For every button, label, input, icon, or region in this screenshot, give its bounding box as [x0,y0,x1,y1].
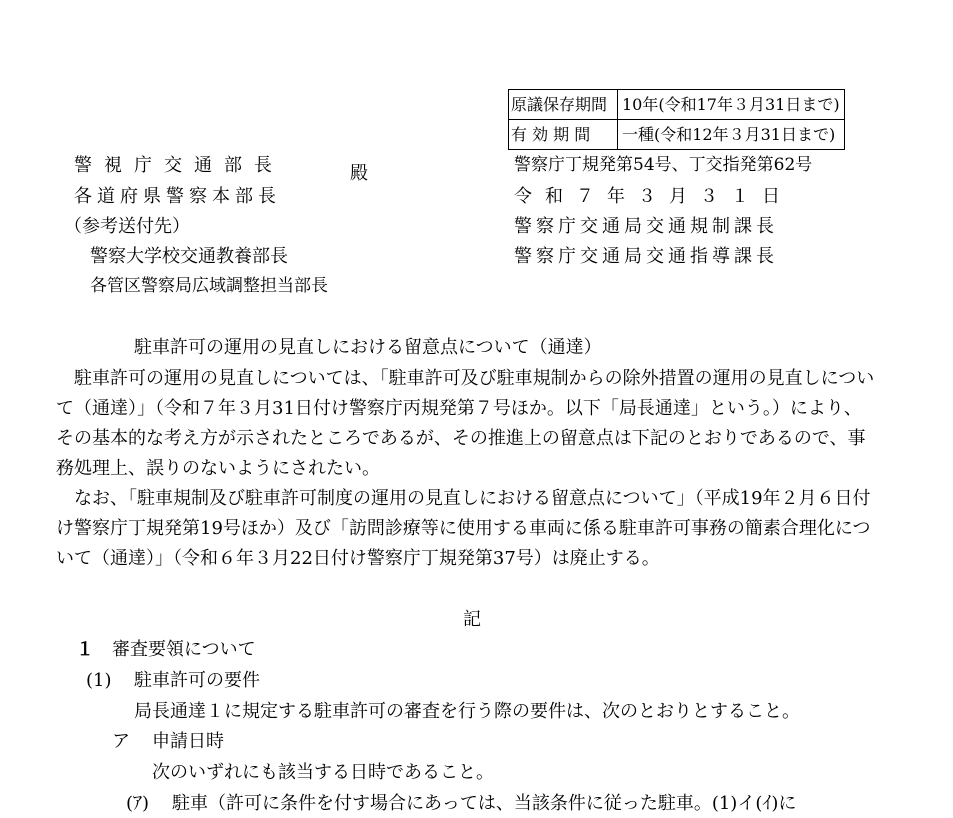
document-title: 駐車許可の運用の見直しにおける留意点について（通達） [134,337,602,358]
validity-label: 有 効 期 間 [509,120,618,150]
issuer-1: 警察庁交通局交通規制課長 [514,216,778,237]
item-i-number: (ｱ) [126,793,150,814]
body-text [56,364,876,574]
issue-date: 令和７年３月３１日 [514,186,793,207]
validity-value: 一種(令和12年３月31日まで) [618,120,845,150]
ki-marker: 記 [463,609,481,630]
section-1-title: 審査要領について [112,639,256,660]
body-paragraph-2: なお、「駐車規制及び駐車許可制度の運用の見直しにおける留意点について」（平成19年２月６日付け警察庁丁規発第19号ほか）及び「訪問診療等に使用する車両に係る駐車許可事務の簡素合理化について（通達）」（令和６年３月22日付け警察庁丁規発第37号）は廃止する。 [56,488,871,569]
subsection-1-1-text: 局長通達１に規定する駐車許可の審査を行う際の要件は、次のとおりとすること。 [134,701,800,722]
section-1-number: １ [76,639,94,660]
body-paragraph-1: 駐車許可の運用の見直しについては、「駐車許可及び駐車規制からの除外措置の運用の見直しについて（通達）」（令和７年３月31日付け警察庁丙規発第７号ほか。以下「局長通達」という。）により、その基本的な考え方が示されたところであるが、その推進上の留意点は下記のとおりであるので、事務処理上、誤りのないようにされたい。 [56,368,875,479]
reference-1: 警察大学校交通教養部長 [90,246,288,267]
validity-row [509,120,845,150]
retention-period-table [508,89,845,150]
retention-value: 10年(令和17年３月31日まで) [618,90,845,120]
addressee-1: 警視庁交通部長 [74,155,284,176]
item-a-title: 申請日時 [152,731,224,752]
subsection-1-1-number: (1) [86,670,112,691]
subsection-1-1-title: 駐車許可の要件 [134,670,260,691]
addressee-2: 各道府県警察本部長 [74,186,281,207]
retention-label: 原議保存期間 [509,90,618,120]
item-a-text: 次のいずれにも該当する日時であること。 [152,762,494,783]
item-a-number: ア [112,731,130,752]
retention-row [509,90,845,120]
reference-2: 各管区警察局広域調整担当部長 [90,276,328,296]
reference-label: （参考送付先） [64,216,190,237]
honorific: 殿 [350,163,368,184]
item-i-text: 駐車（許可に条件を付す場合にあっては、当該条件に従った駐車。(1)イ(ｲ)に [172,793,797,814]
issuer-2: 警察庁交通局交通指導課長 [514,246,778,267]
document-number: 警察庁丁規発第54号、丁交指発第62号 [514,155,813,175]
